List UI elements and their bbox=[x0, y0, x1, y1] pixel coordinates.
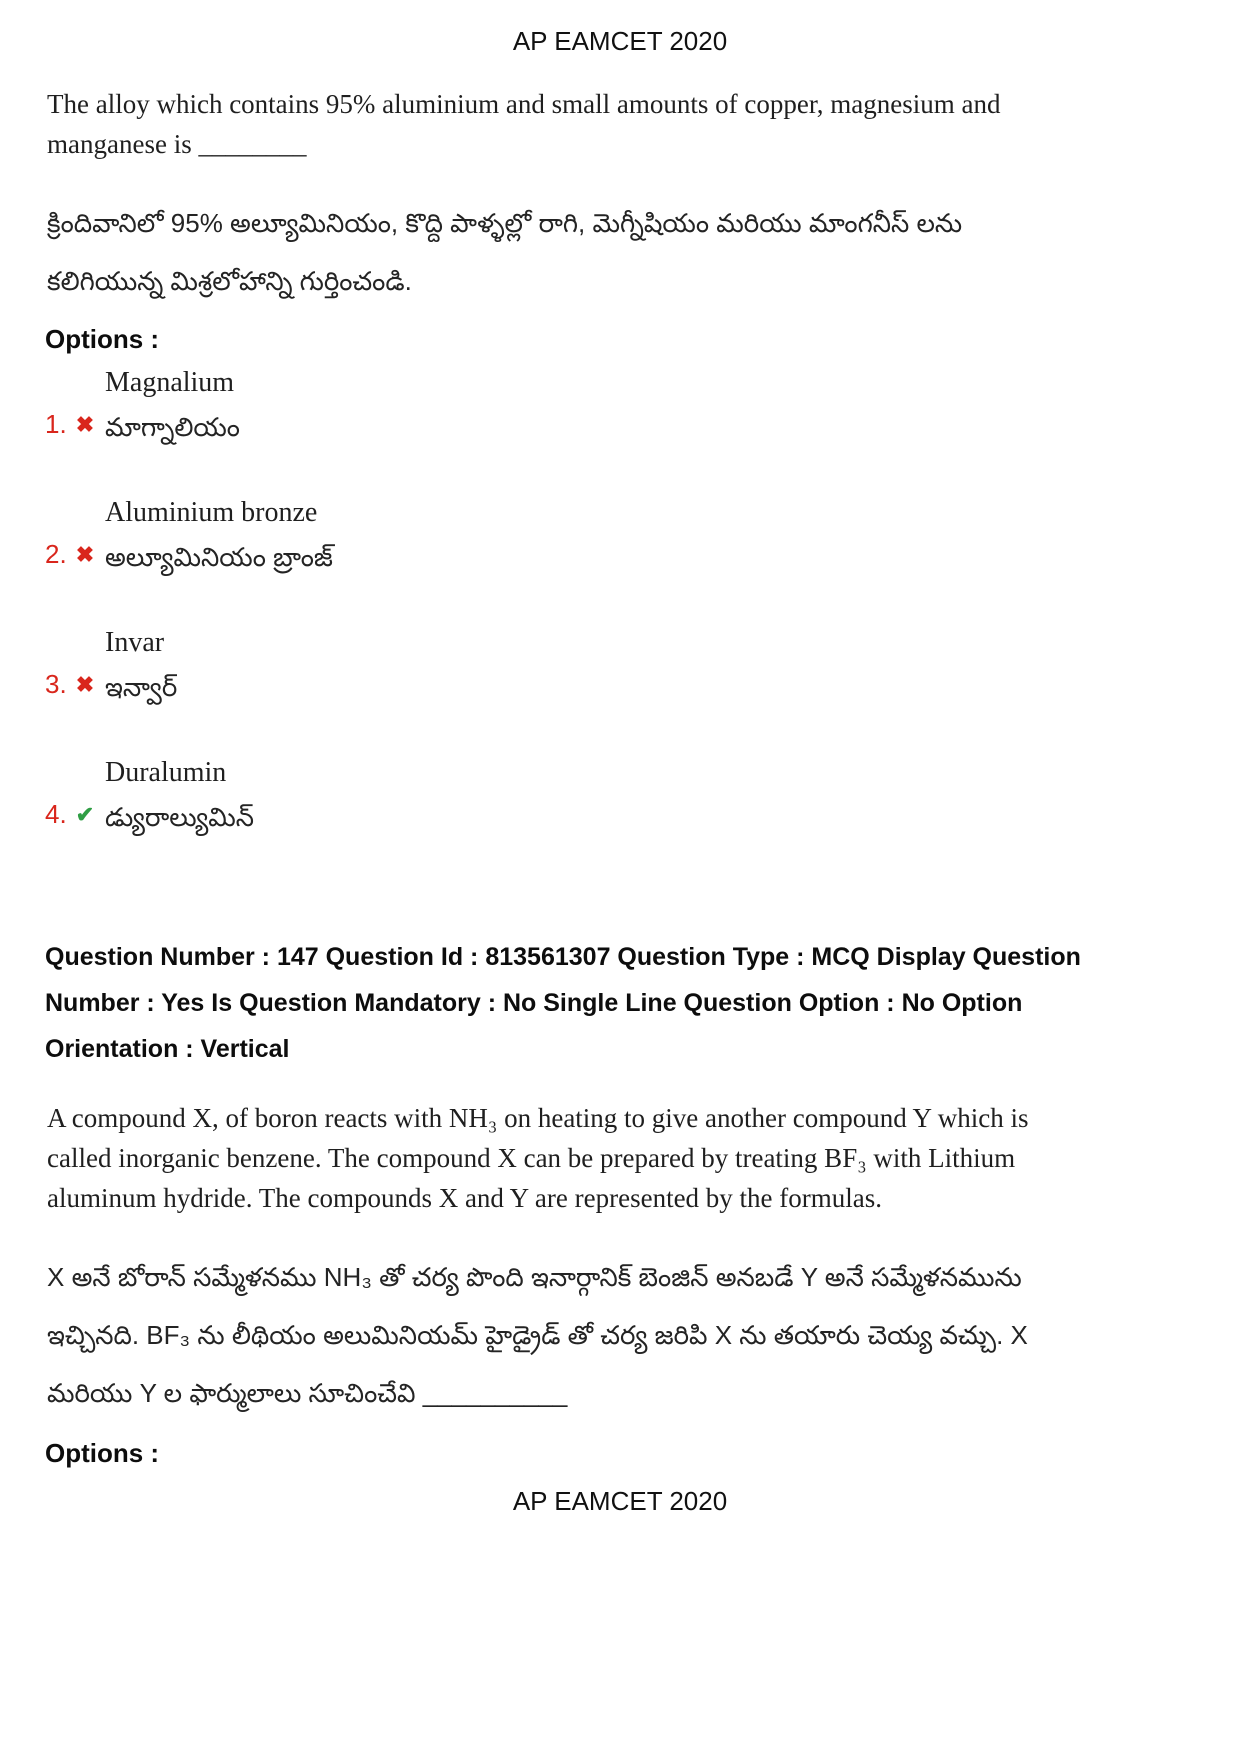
option-number-column bbox=[45, 799, 103, 834]
question-line: The alloy which contains 95% aluminium and small amounts of copper, magnesium and bbox=[47, 89, 1001, 119]
option-number-column bbox=[45, 409, 103, 444]
option-row-3 bbox=[45, 626, 1195, 704]
option-number: 4. bbox=[45, 799, 67, 829]
option-number: 3. bbox=[45, 669, 67, 699]
option-telugu-label: అల్యూమినియం బ్రాంజ్ bbox=[105, 542, 333, 572]
options-label: Options : bbox=[45, 1438, 160, 1468]
question-line: aluminum hydride. The compounds X and Y are represented by the formulas. bbox=[47, 1183, 883, 1213]
page-title: AP EAMCET 2020 bbox=[512, 26, 728, 56]
correct-mark-icon: ✔ bbox=[75, 801, 95, 827]
question-line: ఇచ్చినది. BF₃ ను లీథియం అలుమినియమ్ హైడ్రైడ్ తో చర్య జరిపి X ను తయారు చెయ్య వచ్చు. X bbox=[47, 1320, 1028, 1350]
question-line: A compound X, of boron reacts with NH₃ on heating to give another compound Y which is bbox=[47, 1103, 1029, 1133]
question-line: క్రిందివానిలో 95% అల్యూమినియం, కొద్ది పాళ్ళల్లో రాగి, మెగ్నీషియం మరియు మాంగనీస్ లను bbox=[47, 208, 963, 238]
question-line: X అనే బోరాన్ సమ్మేళనము NH₃ తో చర్య పొంది ఇనార్గానిక్ బెంజిన్ అనబడే Y అనే సమ్మేళనమును bbox=[47, 1262, 1022, 1292]
question-line: manganese is ________ bbox=[47, 129, 307, 159]
option-english-label: Invar bbox=[105, 627, 165, 658]
question-147-english-text bbox=[45, 1098, 1195, 1218]
option-content bbox=[103, 496, 333, 574]
option-number: 1. bbox=[45, 409, 67, 439]
option-telugu-label: ఇన్వార్ bbox=[105, 672, 178, 702]
footer-title: AP EAMCET 2020 bbox=[512, 1486, 728, 1516]
option-content bbox=[103, 756, 254, 834]
option-number-column bbox=[45, 669, 103, 704]
metadata-line: Number : Yes Is Question Mandatory : No Single Line Question Option : No Option bbox=[45, 989, 1023, 1017]
options-list bbox=[45, 366, 1195, 834]
question-146-telugu-text bbox=[45, 194, 1195, 310]
option-english-label: Magnalium bbox=[105, 367, 235, 398]
option-telugu-label: మాగ్నాలియం bbox=[105, 412, 240, 442]
option-english-label: Duralumin bbox=[105, 757, 227, 788]
question-metadata bbox=[45, 934, 1195, 1072]
question-147-telugu-text bbox=[45, 1248, 1195, 1422]
option-english-label: Aluminium bronze bbox=[105, 497, 318, 528]
wrong-mark-icon: ✖ bbox=[75, 671, 95, 697]
metadata-line: Question Number : 147 Question Id : 813561307 Question Type : MCQ Display Question bbox=[45, 943, 1081, 971]
option-row-1 bbox=[45, 366, 1195, 444]
options-label: Options : bbox=[45, 324, 160, 354]
option-number-column bbox=[45, 539, 103, 574]
question-line: మరియు Y ల ఫార్ములాలు సూచించేవి __________ bbox=[47, 1378, 568, 1408]
question-146-english-text bbox=[45, 84, 1195, 164]
wrong-mark-icon: ✖ bbox=[75, 541, 95, 567]
question-line: called inorganic benzene. The compound X can be prepared by treating BF₃ with Lithium bbox=[47, 1143, 1016, 1173]
question-line: కలిగియున్న మిశ్రలోహాన్ని గుర్తించండి. bbox=[47, 266, 412, 296]
wrong-mark-icon: ✖ bbox=[75, 411, 95, 437]
option-content bbox=[103, 626, 177, 704]
metadata-line: Orientation : Vertical bbox=[45, 1035, 290, 1063]
option-telugu-label: డ్యురాల్యుమిన్ bbox=[105, 802, 255, 832]
option-content bbox=[103, 366, 240, 444]
option-row-2 bbox=[45, 496, 1195, 574]
option-row-4 bbox=[45, 756, 1195, 834]
option-number: 2. bbox=[45, 539, 67, 569]
